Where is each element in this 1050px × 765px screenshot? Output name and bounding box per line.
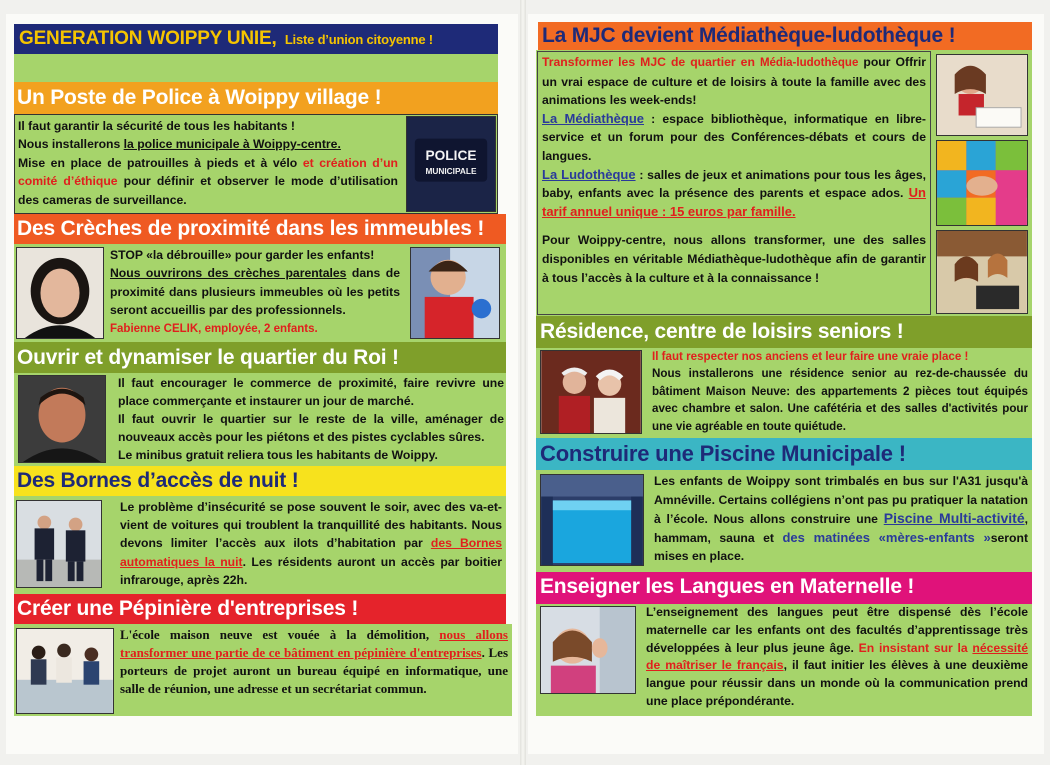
pepiniere-heading: Créer une Pépinière d'entreprises !	[17, 597, 359, 620]
mjc-mediatheque: La Médiathèque : espace bibliothèque, informatique en libre-service et un forum pour des Conférences-débats et cours de langues.	[542, 110, 926, 163]
seniors-heading-band	[536, 316, 1032, 348]
seniors-p2: Nous installerons une résidence senior au rez-de-chaussée du bâtiment Maison Neuve: des appartements 2 pièces tout équipés avec chambre et salon. Une cafétéria et des salles d'activités pour une vie agréable en toute quiétude.	[652, 367, 1028, 433]
bornes-heading: Des Bornes d’accès de nuit !	[17, 469, 299, 492]
mjc-computer-photo	[936, 230, 1028, 314]
langues-heading-band	[536, 572, 1032, 604]
creches-heading-band	[14, 214, 506, 244]
police-heading: Un Poste de Police à Woippy village !	[17, 86, 382, 109]
pepiniere-heading-band	[14, 594, 506, 624]
piscine-pool-photo	[540, 474, 644, 566]
mjc-heading-band	[538, 22, 1032, 50]
bornes-heading-band	[14, 466, 506, 496]
police-badge-line1: POLICE	[425, 148, 477, 164]
page-fold	[520, 0, 526, 765]
seniors-heading: Résidence, centre de loisirs seniors !	[540, 320, 904, 343]
police-text	[18, 117, 398, 213]
roi-heading-band	[14, 342, 506, 373]
police-p3: Mise en place de patrouilles à pieds et à vélo et création d’un comité d’éthique pour définir et observer le mode d’utilisation des cameras de surveillance.	[18, 155, 398, 207]
roi-p3: Le minibus gratuit reliera tous les habitants de Woippy.	[118, 448, 438, 462]
langues-child-photo	[540, 606, 636, 694]
langues-heading: Enseigner les Langues en Maternelle !	[540, 575, 915, 598]
piscine-matinees: des matinées «mères-enfants »	[782, 529, 991, 545]
police-photo	[406, 116, 496, 212]
piscine-heading-band	[536, 438, 1032, 470]
roi-portrait-photo	[18, 375, 106, 463]
roi-p2: Il faut ouvrir le quartier sur le reste de la ville, aménager de nouveaux accès pour les piétons et des pistes cyclables sûres.	[118, 412, 504, 444]
pepiniere-text: L'école maison neuve est vouée à la démolition, nous allons transformer une partie de ce bâtiment en pépinière d'entreprises. Les porteurs de projet auront un bureau équipé en informatique, une salle de réunion, une adresse et un secrétariat commun.	[120, 627, 508, 696]
mjc-p4: Pour Woippy-centre, nous allons transformer, une des salles disponibles en véritable Médiathèque-ludothèque afin de garantir à tous l’accès à la culture et à la connaissance !	[542, 233, 926, 285]
mjc-tarif: Un tarif annuel unique : 15 euros par famille.	[542, 185, 926, 219]
bornes-highlight: des Bornes automatiques la nuit	[120, 536, 502, 569]
police-p1: Il faut garantir la sécurité de tous les habitants !	[18, 119, 295, 133]
masthead-title: GENERATION WOIPPY UNIE,	[19, 28, 277, 49]
pepiniere-office-photo	[16, 628, 114, 714]
mjc-p1: Transformer les MJC de quartier en Média-ludothèque pour Offrir un vrai espace de culture et de loisirs à toute la famille avec des animations les week-ends!	[542, 55, 926, 108]
seniors-text	[652, 348, 1028, 436]
masthead-banner	[14, 24, 498, 54]
mjc-heading: La MJC devient Médiathèque-ludothèque !	[542, 24, 956, 47]
piscine-text: Les enfants de Woippy sont trimbalés en bus sur l'A31 jusqu'à Amnéville. Certains collégiens n’ont pas pu pratiquer la natation à l’école. Nous allons construire une Piscine Multi-activité, hammam, sauna et des matinées «mères-enfants »seront mises en place.	[654, 474, 1028, 564]
bornes-police-photo	[16, 500, 102, 588]
piscine-highlight: Piscine Multi-activité	[883, 510, 1025, 527]
bornes-text: Le problème d’insécurité se pose souvent le soir, avec des va-et-vient de voitures qui troublent la tranquillité des habitants. Nous devons limiter l’accès aux ilots d’habitation par des Bornes automatiques la nuit. Les résidents auront un accès par boitier infrarouge, après 22h.	[120, 500, 502, 587]
creches-text	[110, 246, 400, 340]
creches-p2: Nous ouvrirons des crèches parentales dans de proximité dans plusieurs immeubles où les petits seront accueillis par des professionnels.	[110, 266, 400, 318]
masthead-subtitle: Liste d’union citoyenne !	[284, 32, 433, 47]
pepiniere-highlight: nous allons transformer une partie de ce bâtiment en pépinière d'entreprises	[120, 627, 508, 660]
police-heading-band	[14, 82, 498, 114]
piscine-heading: Construire une Piscine Municipale !	[540, 441, 906, 466]
langues-highlight: nécessité de maîtriser le français	[646, 640, 1028, 673]
bornes-p1: Le problème d’insécurité se pose souvent le soir, avec des va-et-vient de voitures qui troublent la tranquillité des habitants. Nous devons limiter l’accès aux ilots d’habitation par	[120, 500, 502, 551]
creches-child-photo	[410, 247, 500, 339]
seniors-p1: Il faut respecter nos anciens et leur faire une vraie place !	[652, 350, 969, 363]
creches-p1: STOP «la débrouille» pour garder les enfants!	[110, 248, 375, 262]
mjc-reading-photo	[936, 54, 1028, 136]
mjc-ludotheque: La Ludothèque : salles de jeux et animations pour tous les âges, baby, enfants avec la présence des parents et espace ados. Un tarif annuel unique : 15 euros par famille.	[542, 166, 926, 219]
roi-heading: Ouvrir et dynamiser le quartier du Roi !	[17, 346, 399, 369]
masthead-spacer	[14, 54, 498, 82]
mjc-puzzle-photo	[936, 140, 1028, 226]
mjc-text	[542, 53, 926, 315]
langues-text: L’enseignement des langues peut être dispensé dès l’école maternelle car les enfants ont des facultés d’apprentissage très développées à leur plus jeune âge. En insistant sur la nécessité de maîtriser le français, il faut initier les élèves à une deuxième langue pour réussir dans un monde où la communication prend une place prépondérante.	[646, 605, 1028, 708]
roi-text	[118, 374, 504, 466]
seniors-couple-photo	[540, 350, 642, 434]
police-badge-line2: MUNICIPALE	[425, 165, 477, 176]
creches-portrait-photo	[16, 247, 104, 339]
creches-heading: Des Crèches de proximité dans les immeubles !	[17, 217, 485, 240]
creches-signature: Fabienne CELIK, employée, 2 enfants.	[110, 322, 318, 335]
roi-p1: Il faut encourager le commerce de proximité, faire revivre une place commerçante et instaurer un jour de marché.	[118, 376, 504, 408]
police-p2: Nous installerons la police municipale à Woippy-centre.	[18, 137, 341, 152]
